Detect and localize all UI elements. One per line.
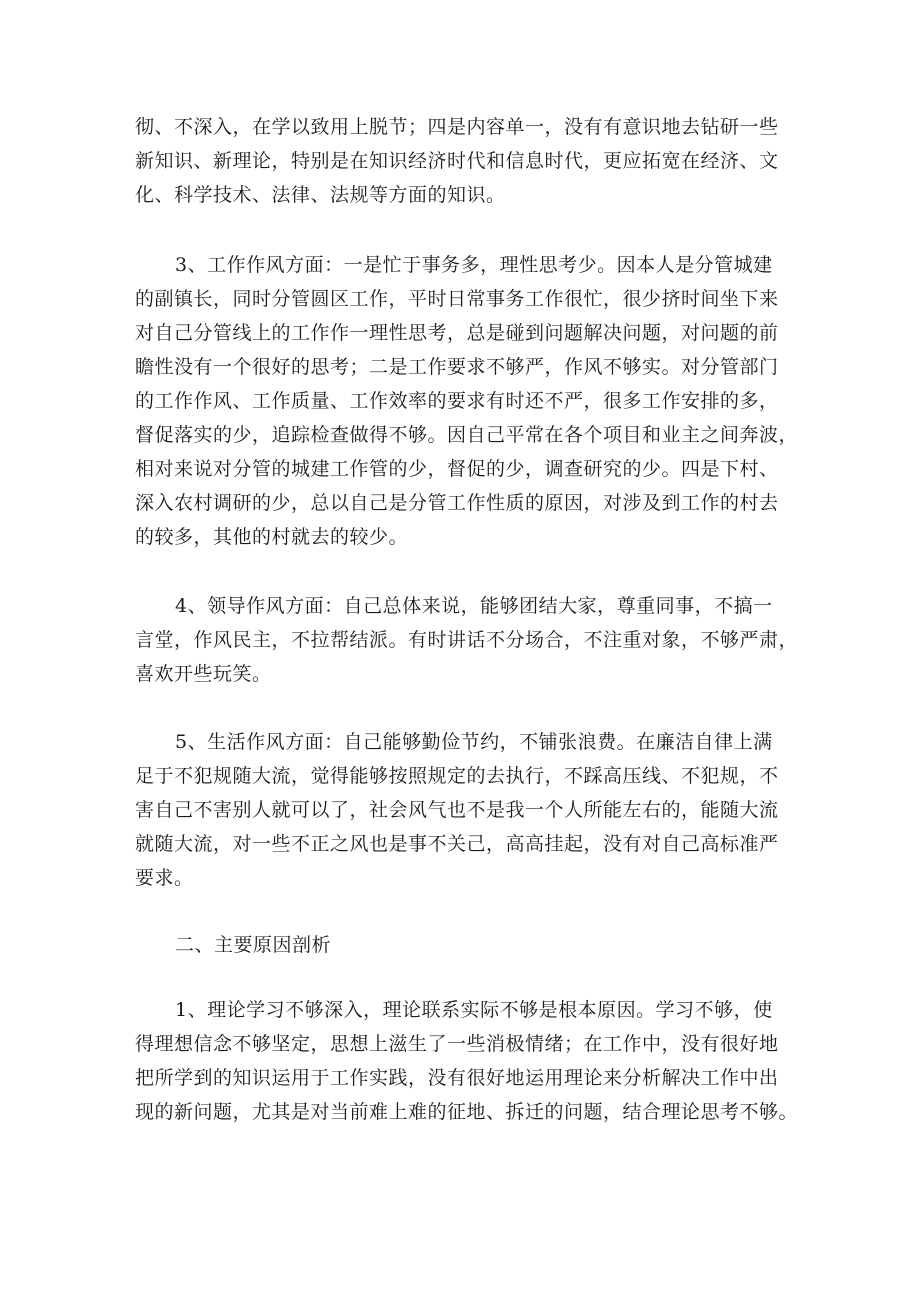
paragraph-leadership-style xyxy=(135,589,799,691)
text-line: 的较多，其他的村就去的较少。 xyxy=(135,526,409,548)
paragraph-study-content xyxy=(135,110,795,212)
text-line: 就随大流，对一些不正之风也是事不关己，高高挂起，没有对自己高标准严 xyxy=(135,833,779,855)
text-line: 化、科学技术、法律、法规等方面的知识。 xyxy=(135,184,506,206)
section-heading: 二、主要原因剖析 xyxy=(175,934,332,956)
text-line: 喜欢开些玩笑。 xyxy=(135,663,272,685)
text-line: 5、生活作风方面：自己能够勤俭节约，不铺张浪费。在廉洁自律上满 xyxy=(175,731,773,753)
paragraph-life-style xyxy=(135,725,795,895)
text-line: 彻、不深入，在学以致用上脱节；四是内容单一，没有有意识地去钻研一些 xyxy=(135,116,779,138)
text-line: 把所学到的知识运用于工作实践，没有很好地运用理论来分析解决工作中出 xyxy=(135,1067,779,1089)
text-line: 深入农村调研的少，总以自己是分管工作性质的原因，对涉及到工作的村去 xyxy=(135,492,779,514)
text-line: 足于不犯规随大流，觉得能够按照规定的去执行，不踩高压线、不犯规，不 xyxy=(135,765,779,787)
text-line: 对自己分管线上的工作作一理性思考，总是碰到问题解决问题，对问题的前 xyxy=(135,322,779,344)
text-line: 3、工作作风方面：一是忙于事务多，理性思考少。因本人是分管城建 xyxy=(175,254,773,276)
text-line: 言堂，作风民主，不拉帮结派。有时讲话不分场合，不注重对象，不够严肃， xyxy=(135,629,799,651)
paragraph-work-style xyxy=(135,248,799,554)
text-line: 相对来说对分管的城建工作管的少，督促的少，调查研究的少。四是下村、 xyxy=(135,458,779,480)
text-line: 得理想信念不够坚定，思想上滋生了一些消极情绪；在工作中，没有很好地 xyxy=(135,1033,779,1055)
text-line: 害自己不害别人就可以了，社会风气也不是我一个人所能左右的，能随大流 xyxy=(135,799,779,821)
text-line: 要求。 xyxy=(135,867,194,889)
text-line: 的副镇长，同时分管圆区工作，平时日常事务工作很忙，很少挤时间坐下来 xyxy=(135,288,779,310)
text-line: 1、理论学习不够深入，理论联系实际不够是根本原因。学习不够，使 xyxy=(175,999,773,1021)
paragraph-root-cause xyxy=(135,993,799,1129)
text-line: 现的新问题，尤其是对当前难上难的征地、拆迁的问题，结合理论思考不够。 xyxy=(135,1101,799,1123)
text-line: 的工作作风、工作质量、工作效率的要求有时还不严，很多工作安排的多， xyxy=(135,390,779,412)
text-line: 督促落实的少，追踪检查做得不够。因自己平常在各个项目和业主之间奔波， xyxy=(135,424,799,446)
text-line: 4、领导作风方面：自己总体来说，能够团结大家，尊重同事，不搞一 xyxy=(175,595,773,617)
text-line: 瞻性没有一个很好的思考；二是工作要求不够严，作风不够实。对分管部门 xyxy=(135,356,779,378)
text-line: 新知识、新理论，特别是在知识经济时代和信息时代，更应拓宽在经济、文 xyxy=(135,150,779,172)
